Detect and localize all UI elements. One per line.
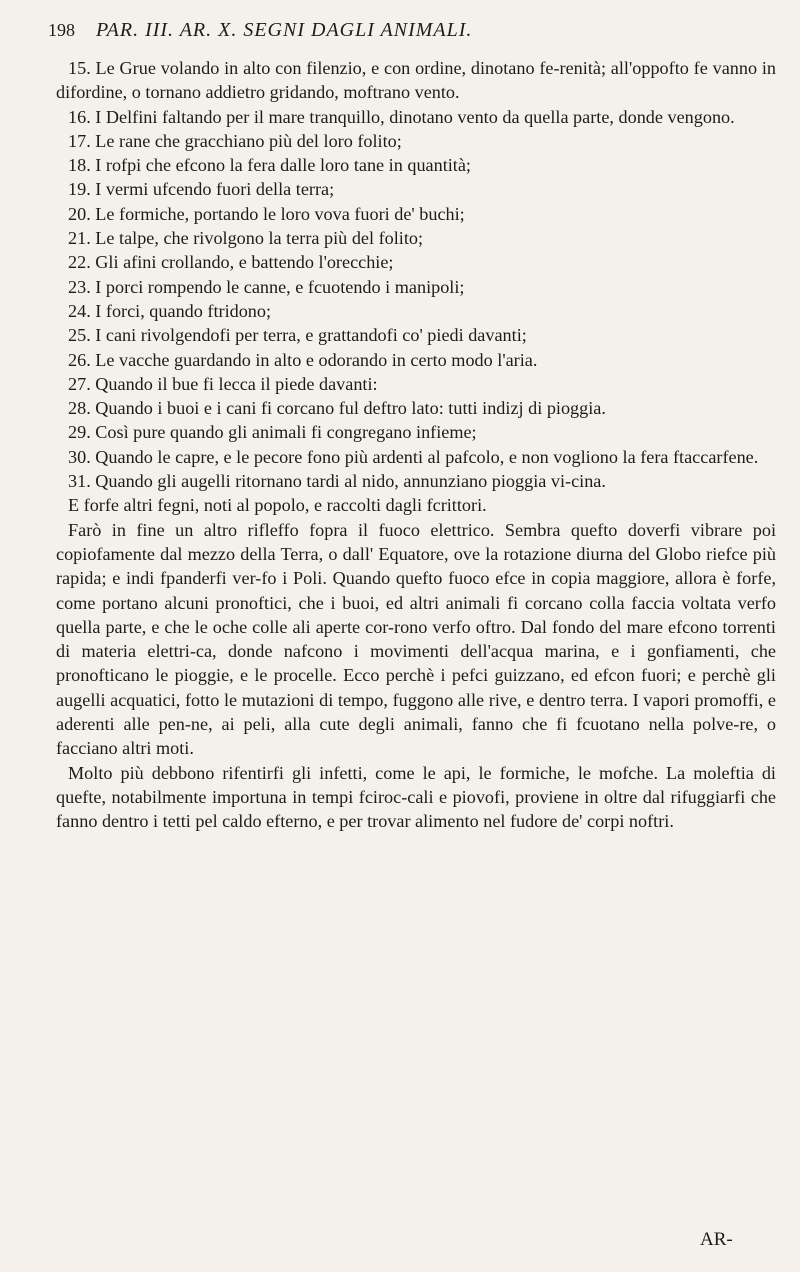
page-number: 198 [48,20,75,40]
list-item-23: 23. I porci rompendo le canne, e fcuotendo i manipoli; [68,276,465,297]
paragraph-electric-fire: Farò in fine un altro rifleffo fopra il fuoco elettrico. Sembra quefto doverfi vibrare poi copiofamente dal mezzo della Terra, o dall' Equatore, ove la rotazione diurna del Globo riefce più rapida; e indi fpanderfi ver-fo i Poli. Quando quefto fuoco efce in copia maggiore, allora è forfe, come portano alcuni pronoftici, che i buoi, ed altri animali fi corcano colla faccia voltata verfo quella parte, e che le oche colle ali aperte cor-rono verfo oftro. Dal fondo del mare efcono torrenti di materia elettri-ca, donde nafcono i movimenti dell'acqua marina, e i gonfiamenti, che pronofticano le pioggie, e le procelle. Ecco perchè i pefci guizzano, ed efcon fuori; e perchè gli augelli acquatici, fotto le mutazioni di tempo, fuggono alle rive, e dentro terra. I vapori promoffi, e aderenti alle pen-ne, ai peli, alla cute degli animali, fanno che fi fcuotano nella polve-re, o facciano altri moti. [56,519,776,759]
paragraph-other-signs: E forfe altri fegni, noti al popolo, e raccolti dagli fcrittori. [68,495,487,516]
list-item-19: 19. I vermi ufcendo fuori della terra; [68,179,335,200]
list-item-30: 30. Quando le capre, e le pecore fono più ardenti al pafcolo, e non vogliono la fera ftaccarfene. [68,446,759,467]
list-item-24: 24. I forci, quando ftridono; [68,300,272,321]
list-item-15: 15. Le Grue volando in alto con filenzio, e con ordine, dinotano fe-renità; all'oppofto fe vanno in difordine, o tornano addietro gridando, moftrano vento. [56,58,776,103]
list-item-18: 18. I rofpi che efcono la fera dalle loro tane in quantità; [68,155,471,176]
list-item-21: 21. Le talpe, che rivolgono la terra più del folito; [68,228,424,249]
list-item-17: 17. Le rane che gracchiano più del loro folito; [68,130,402,151]
list-item-26: 26. Le vacche guardando in alto e odorando in certo modo l'aria. [68,349,538,370]
list-item-20: 20. Le formiche, portando le loro vova fuori de' buchi; [68,203,465,224]
list-item-29: 29. Così pure quando gli animali fi congregano infieme; [68,422,477,443]
list-item-25: 25. I cani rivolgendofi per terra, e grattandofi co' piedi davanti; [68,325,527,346]
list-item-16: 16. I Delfini faltando per il mare tranquillo, dinotano vento da quella parte, donde vengono. [68,106,735,127]
list-item-28: 28. Quando i buoi e i cani fi corcano ful deftro lato: tutti indizj di pioggia. [68,398,606,419]
paragraph-insects: Molto più debbono rifentirfi gli infetti, come le api, le formiche, le mofche. La moleftia di quefte, notabilmente importuna in tempi fciroc-cali e piovofi, proviene in oltre dal rifuggiarfi che fanno dentro i tetti pel caldo efterno, e per trovar alimento nel fudore de' corpi noftri. [56,762,776,832]
list-item-31: 31. Quando gli augelli ritornano tardi al nido, annunziano pioggia vi-cina. [68,471,606,492]
list-item-27: 27. Quando il bue fi lecca il piede davanti: [68,373,378,394]
catchword: AR- [700,1229,733,1250]
list-item-22: 22. Gli afini crollando, e battendo l'orecchie; [68,252,394,273]
running-head: PAR. III. AR. X. SEGNI DAGLI ANIMALI. [96,19,473,41]
page-header [48,16,768,44]
body-text [56,56,776,834]
